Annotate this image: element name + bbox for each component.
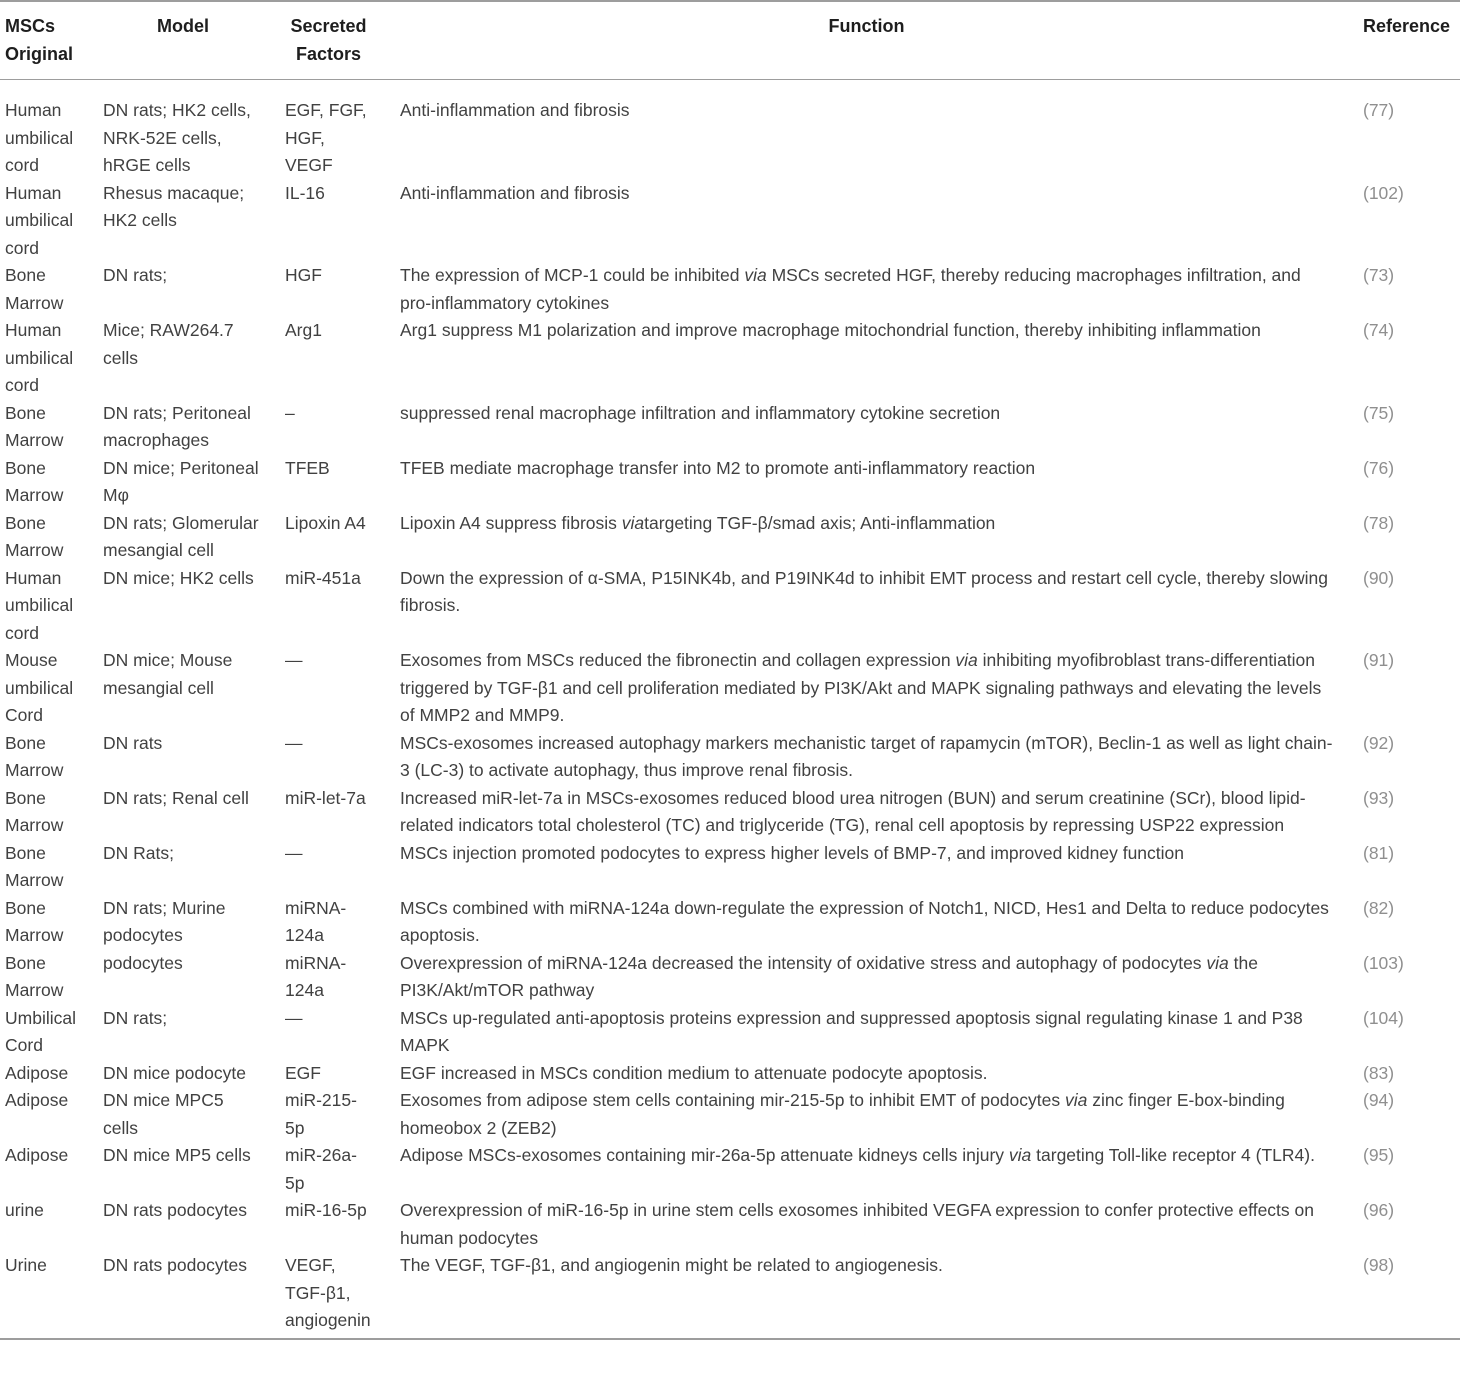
table-row xyxy=(0,317,1460,400)
cell-function: TFEB mediate macrophage transfer into M2 to promote anti-inflammatory reaction xyxy=(400,457,1036,478)
cell-secreted-factors: miRNA-124a xyxy=(285,897,347,945)
cell-model: DN rats; xyxy=(103,1007,168,1028)
cell-mscs-original: Bone Marrow xyxy=(5,512,64,560)
cell-function: The expression of MCP-1 could be inhibited via MSCs secreted HGF, thereby reducing macrophages infiltration, and pro-inflammatory cytokines xyxy=(400,265,1301,313)
cell-mscs-original: Bone Marrow xyxy=(5,842,64,890)
cell-secreted-factors: — xyxy=(285,842,303,863)
cell-reference: (102) xyxy=(1363,182,1404,203)
table-row xyxy=(0,455,1460,510)
cell-reference: (76) xyxy=(1363,457,1395,478)
cell-secreted-factors: VEGF, TGF-β1, angiogenin xyxy=(285,1255,371,1330)
table-row xyxy=(0,1142,1460,1197)
cell-mscs-original: Bone Marrow xyxy=(5,265,64,313)
cell-mscs-original: Bone Marrow xyxy=(5,787,64,835)
cell-secreted-factors: miR-16-5p xyxy=(285,1200,367,1220)
table-row xyxy=(0,840,1460,895)
cell-mscs-original: Mouse umbilical Cord xyxy=(5,650,74,725)
cell-reference: (104) xyxy=(1363,1007,1404,1028)
cell-mscs-original: Adipose xyxy=(5,1145,69,1165)
cell-function: MSCs injection promoted podocytes to express higher levels of BMP-7, and improved kidney function xyxy=(400,842,1185,863)
cell-function: suppressed renal macrophage infiltration and inflammatory cytokine secretion xyxy=(400,402,1001,423)
cell-mscs-original: Urine xyxy=(5,1255,47,1275)
cell-model: DN mice; Peritoneal Mφ xyxy=(103,457,259,505)
cell-model: DN mice MP5 cells xyxy=(103,1145,251,1165)
cell-function: Exosomes from adipose stem cells containing mir-215-5p to inhibit EMT of podocytes via zinc finger E-box-binding homeobox 2 (ZEB2) xyxy=(400,1090,1285,1138)
cell-secreted-factors: Lipoxin A4 xyxy=(285,512,366,533)
cell-function: The VEGF, TGF-β1, and angiogenin might be related to angiogenesis. xyxy=(400,1255,943,1275)
table-row xyxy=(0,950,1460,1005)
cell-reference: (94) xyxy=(1363,1090,1395,1110)
cell-function: Arg1 suppress M1 polarization and improve macrophage mitochondrial function, thereby inhibiting inflammation xyxy=(400,320,1261,340)
cell-mscs-original: Human umbilical cord xyxy=(5,320,74,395)
table-row xyxy=(0,1252,1460,1339)
table-row xyxy=(0,1087,1460,1142)
cell-secreted-factors: miR-let-7a xyxy=(285,787,366,808)
table-row xyxy=(0,1197,1460,1252)
cell-reference: (98) xyxy=(1363,1255,1395,1275)
cell-reference: (96) xyxy=(1363,1200,1395,1220)
cell-secreted-factors: IL-16 xyxy=(285,182,325,203)
cell-secreted-factors: miR-451a xyxy=(285,567,361,588)
cell-reference: (90) xyxy=(1363,567,1395,588)
cell-model: DN rats; Renal cell xyxy=(103,787,249,808)
table-row xyxy=(0,1005,1460,1060)
col-header-mscs-original: MSCs Original xyxy=(0,1,103,80)
cell-model: DN mice MPC5 cells xyxy=(103,1090,224,1138)
cell-mscs-original: Bone Marrow xyxy=(5,732,64,780)
cell-function: Adipose MSCs-exosomes containing mir-26a-5p attenuate kidneys cells injury via targeting Toll-like receptor 4 (TLR4). xyxy=(400,1145,1315,1165)
cell-reference: (95) xyxy=(1363,1145,1395,1165)
cell-mscs-original: Umbilical Cord xyxy=(5,1007,76,1055)
cell-reference: (93) xyxy=(1363,787,1395,808)
cell-function: Down the expression of α-SMA, P15INK4b, and P19INK4d to inhibit EMT process and restart cell cycle, thereby slowing fibrosis. xyxy=(400,567,1329,615)
cell-secreted-factors: — xyxy=(285,650,303,670)
cell-secreted-factors: — xyxy=(285,732,303,753)
table-row xyxy=(0,262,1460,317)
table-row xyxy=(0,80,1460,180)
col-header-function: Function xyxy=(400,1,1363,80)
table-row xyxy=(0,510,1460,565)
table-row xyxy=(0,647,1460,730)
header-row xyxy=(0,1,1460,80)
cell-mscs-original: Bone Marrow xyxy=(5,952,64,1000)
cell-function: Anti-inflammation and fibrosis xyxy=(400,182,630,203)
cell-model: DN mice podocyte xyxy=(103,1062,246,1083)
cell-function: Overexpression of miRNA-124a decreased the intensity of oxidative stress and autophagy of podocytes via the PI3K/Akt/mTOR pathway xyxy=(400,952,1258,1000)
table-row xyxy=(0,565,1460,648)
table-row xyxy=(0,785,1460,840)
cell-mscs-original: Bone Marrow xyxy=(5,457,64,505)
cell-model: podocytes xyxy=(103,952,183,973)
cell-reference: (91) xyxy=(1363,650,1395,670)
cell-function: MSCs combined with miRNA-124a down-regulate the expression of Notch1, NICD, Hes1 and Delta to reduce podocytes apoptosis. xyxy=(400,897,1329,945)
cell-secreted-factors: EGF xyxy=(285,1062,321,1083)
cell-function: MSCs-exosomes increased autophagy markers mechanistic target of rapamycin (mTOR), Beclin-1 as well as light chain-3 (LC-3) to activate autophagy, thus improve renal fibrosis. xyxy=(400,732,1333,780)
cell-model: DN rats xyxy=(103,732,163,753)
cell-model: DN rats; Glomerular mesangial cell xyxy=(103,512,259,560)
cell-function: EGF increased in MSCs condition medium to attenuate podocyte apoptosis. xyxy=(400,1062,988,1083)
cell-reference: (81) xyxy=(1363,842,1395,863)
cell-model: Rhesus macaque; HK2 cells xyxy=(103,182,245,230)
cell-secreted-factors: – xyxy=(285,402,295,423)
cell-secreted-factors: miR-26a-5p xyxy=(285,1145,357,1193)
cell-secreted-factors: miRNA-124a xyxy=(285,952,347,1000)
cell-reference: (74) xyxy=(1363,320,1395,340)
cell-reference: (103) xyxy=(1363,952,1404,973)
table-row xyxy=(0,730,1460,785)
col-header-secreted-factors: Secreted Factors xyxy=(285,1,400,80)
cell-secreted-factors: Arg1 xyxy=(285,320,322,340)
cell-reference: (75) xyxy=(1363,402,1395,423)
cell-secreted-factors: HGF xyxy=(285,265,322,285)
cell-model: DN mice; Mouse mesangial cell xyxy=(103,650,233,698)
col-header-reference: Reference xyxy=(1363,1,1460,80)
cell-model: DN rats; HK2 cells, NRK-52E cells, hRGE cells xyxy=(103,100,251,175)
table-row xyxy=(0,895,1460,950)
cell-model: DN rats; Peritoneal macrophages xyxy=(103,402,251,450)
cell-mscs-original: Human umbilical cord xyxy=(5,100,74,175)
cell-model: Mice; RAW264.7 cells xyxy=(103,320,234,368)
cell-model: DN rats; xyxy=(103,265,168,285)
cell-mscs-original: Bone Marrow xyxy=(5,897,64,945)
cell-model: DN rats podocytes xyxy=(103,1255,247,1275)
cell-mscs-original: Adipose xyxy=(5,1090,69,1110)
cell-function: Lipoxin A4 suppress fibrosis viatargeting TGF-β/smad axis; Anti-inflammation xyxy=(400,512,996,533)
cell-secreted-factors: miR-215-5p xyxy=(285,1090,357,1138)
cell-secreted-factors: TFEB xyxy=(285,457,330,478)
cell-mscs-original: Bone Marrow xyxy=(5,402,64,450)
cell-function: Anti-inflammation and fibrosis xyxy=(400,100,630,120)
cell-mscs-original: Human umbilical cord xyxy=(5,182,74,258)
cell-reference: (77) xyxy=(1363,100,1395,120)
cell-function: Increased miR-let-7a in MSCs-exosomes reduced blood urea nitrogen (BUN) and serum creatinine (SCr), blood lipid-related indicators total cholesterol (TC) and triglyceride (TG), renal cell apoptosis by repressing USP22 expression xyxy=(400,787,1306,835)
table-body xyxy=(0,80,1460,1339)
cell-function: MSCs up-regulated anti-apoptosis proteins expression and suppressed apoptosis signal regulating kinase 1 and P38 MAPK xyxy=(400,1007,1303,1055)
cell-mscs-original: urine xyxy=(5,1200,44,1220)
cell-secreted-factors: EGF, FGF, HGF, VEGF xyxy=(285,100,367,175)
cell-model: DN rats; Murine podocytes xyxy=(103,897,226,945)
table-row xyxy=(0,400,1460,455)
cell-reference: (83) xyxy=(1363,1062,1395,1083)
col-header-model: Model xyxy=(103,1,285,80)
cell-model: DN Rats; xyxy=(103,842,174,863)
cell-secreted-factors: — xyxy=(285,1007,303,1028)
cell-mscs-original: Adipose xyxy=(5,1062,69,1083)
cell-function: Overexpression of miR-16-5p in urine stem cells exosomes inhibited VEGFA expression to confer protective effects on human podocytes xyxy=(400,1200,1314,1248)
cell-model: DN rats podocytes xyxy=(103,1200,247,1220)
table-row xyxy=(0,180,1460,263)
cell-mscs-original: Human umbilical cord xyxy=(5,567,74,643)
table-row xyxy=(0,1060,1460,1088)
cell-function: Exosomes from MSCs reduced the fibronectin and collagen expression via inhibiting myofibroblast trans-differentiation triggered by TGF-β1 and cell proliferation mediated by PI3K/Akt and MAPK signaling pathways and elevating the levels of MMP2 and MMP9. xyxy=(400,650,1322,725)
cell-reference: (82) xyxy=(1363,897,1395,918)
cell-reference: (92) xyxy=(1363,732,1395,753)
cell-model: DN mice; HK2 cells xyxy=(103,567,254,588)
cell-reference: (73) xyxy=(1363,265,1395,285)
cell-reference: (78) xyxy=(1363,512,1395,533)
